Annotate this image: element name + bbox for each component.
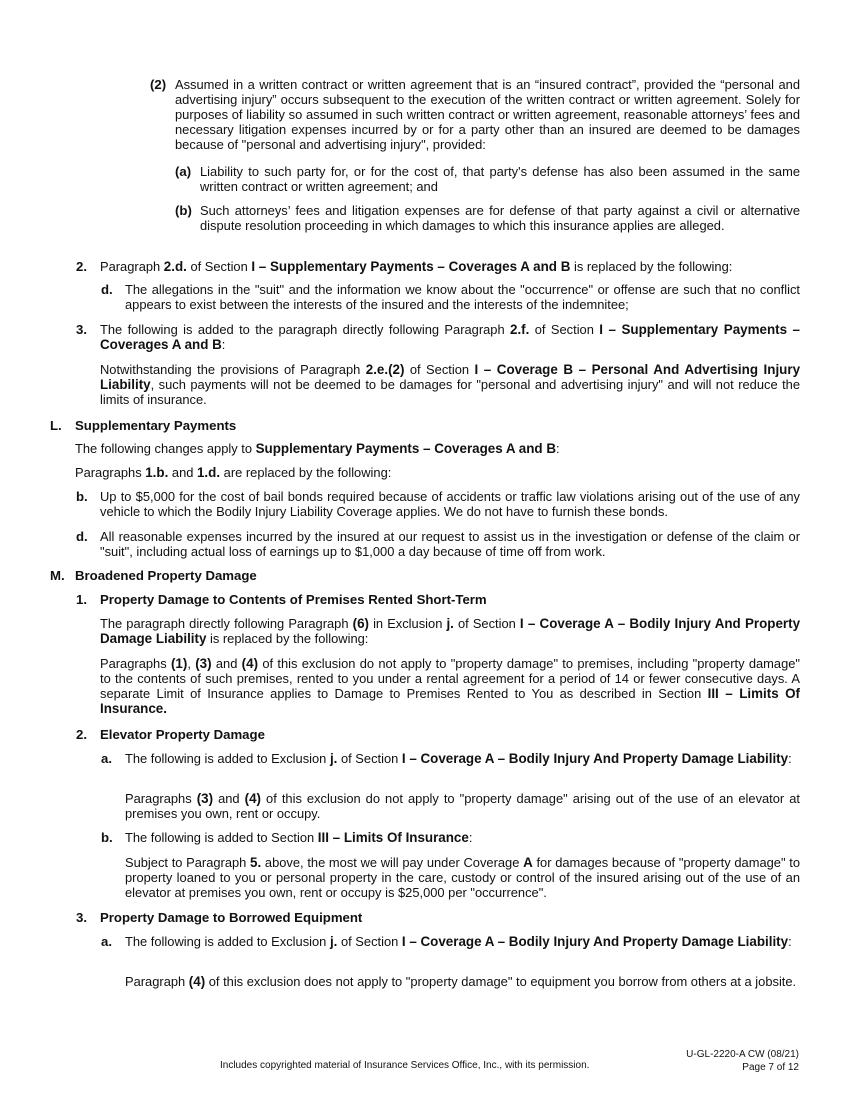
item-b-marker: (b) (175, 203, 192, 218)
para-3-body: Notwithstanding the provisions of Paragraph 2.e.(2) of Section I – Coverage B – Personal And Advertising Injury Liability, such payments will not be deemed to be damages for "personal and advertising injury" and will not reduce the limits of insurance. (100, 362, 801, 407)
m2-heading: Elevator Property Damage (100, 727, 265, 742)
m1-paragraph-1: The paragraph directly following Paragraph (6) in Exclusion j. of Section I – Coverage A – Bodily Injury And Property Damage Liability is replaced by the following: (100, 616, 801, 646)
para-2-text: Paragraph 2.d. of Section I – Supplementary Payments – Coverages A and B is replaced by the following: (100, 259, 733, 274)
item-a-marker: (a) (175, 164, 192, 179)
section-l-heading: Supplementary Payments (75, 418, 237, 433)
para-3-marker: 3. (76, 322, 87, 337)
m2a-paragraph: Paragraphs (3) and (4) of this exclusion do not apply to "property damage" arising out of the use of an elevator at premises you own, rent or occupy. (125, 791, 801, 821)
m1-marker: 1. (76, 592, 87, 607)
m3a-marker: a. (101, 934, 112, 949)
m1-heading: Property Damage to Contents of Premises Rented Short-Term (100, 592, 487, 607)
m2b-marker: b. (101, 830, 113, 845)
footer-form-number: U-GL-2220-A CW (08/21) (686, 1049, 799, 1060)
para-2-marker: 2. (76, 259, 87, 274)
m2b-text: The following is added to Section III – Limits Of Insurance: (125, 830, 473, 845)
section-l-b-text: Up to $5,000 for the cost of bail bonds required because of accidents or traffic law violations arising out of the use of any vehicle to which the Bodily Injury Liability Coverage applies. We do not have to furnish these bonds. (100, 489, 800, 519)
m2a-marker: a. (101, 751, 112, 766)
para-2d-text: The allegations in the "suit" and the information we know about the "occurrence" or offense are such that no conflict appears to exist between the interests of the insured and the interests of the indemnitee; (125, 282, 800, 312)
item-2-marker: (2) (150, 77, 167, 92)
section-l-d-marker: d. (76, 529, 88, 544)
m2a-text: The following is added to Exclusion j. of Section I – Coverage A – Bodily Injury And Property Damage Liability: (125, 751, 792, 766)
m3a-paragraph: Paragraph (4) of this exclusion does not apply to "property damage" to equipment you borrow from others at a jobsite. (125, 974, 797, 989)
section-m-marker: M. (50, 568, 65, 583)
item-b-text: Such attorneys’ fees and litigation expenses are for defense of that party against a civil or alternative dispute resolution proceeding in which damages to which this insurance applies are alleged. (200, 203, 800, 233)
footer-page-number: Page 7 of 12 (742, 1062, 799, 1073)
footer-form-info (640, 1048, 799, 1074)
item-2-text: Assumed in a written contract or written agreement that is an “insured contract”, provided the “personal and advertising injury” occurs subsequent to the execution of the written contract or written agreement. Solely for purposes of liability so assumed in such written contract or written agreement, reasonable attorneys’ fees and necessary litigation expenses incurred by or for a party other than an insured are deemed to be damages because of "personal and advertising injury", provided: (175, 77, 800, 152)
m1-paragraph-2: Paragraphs (1), (3) and (4) of this exclusion do not apply to "property damage" to premises, including "property damage" to the contents of such premises, rented to you under a rental agreement for a period of 14 or fewer consecutive days. A separate Limit of Insurance applies to Damage to Premises Rented to You as described in Section III – Limits Of Insurance. (100, 656, 801, 716)
footer-copyright: Includes copyrighted material of Insurance Services Office, Inc., with its permission. (220, 1060, 590, 1071)
m2b-paragraph: Subject to Paragraph 5. above, the most we will pay under Coverage A for damages because of "property damage" to property loaned to you or personal property in the care, custody or control of the insured arising out of the use of an elevator at premises you own, rent or occupy is $25,000 per "occurrence". (125, 855, 800, 900)
section-l-intro: The following changes apply to Supplementary Payments – Coverages A and B: (75, 441, 560, 456)
para-2d-marker: d. (101, 282, 113, 297)
section-l-b-marker: b. (76, 489, 88, 504)
section-l-d-text: All reasonable expenses incurred by the insured at our request to assist us in the investigation or defense of the claim or "suit", including actual loss of earnings up to $1,000 a day because of time off from work. (100, 529, 800, 559)
section-m-heading: Broadened Property Damage (75, 568, 257, 583)
m2-marker: 2. (76, 727, 87, 742)
section-l-paragraphs-line: Paragraphs 1.b. and 1.d. are replaced by the following: (75, 465, 392, 480)
m3-heading: Property Damage to Borrowed Equipment (100, 910, 363, 925)
para-3-text: The following is added to the paragraph directly following Paragraph 2.f. of Section I – Supplementary Payments – Coverages A and B: (100, 322, 800, 352)
section-l-marker: L. (50, 418, 62, 433)
item-a-text: Liability to such party for, or for the cost of, that party's defense has also been assumed in the same written contract or written agreement; and (200, 164, 800, 194)
m3a-text: The following is added to Exclusion j. of Section I – Coverage A – Bodily Injury And Property Damage Liability: (125, 934, 792, 949)
m3-marker: 3. (76, 910, 87, 925)
